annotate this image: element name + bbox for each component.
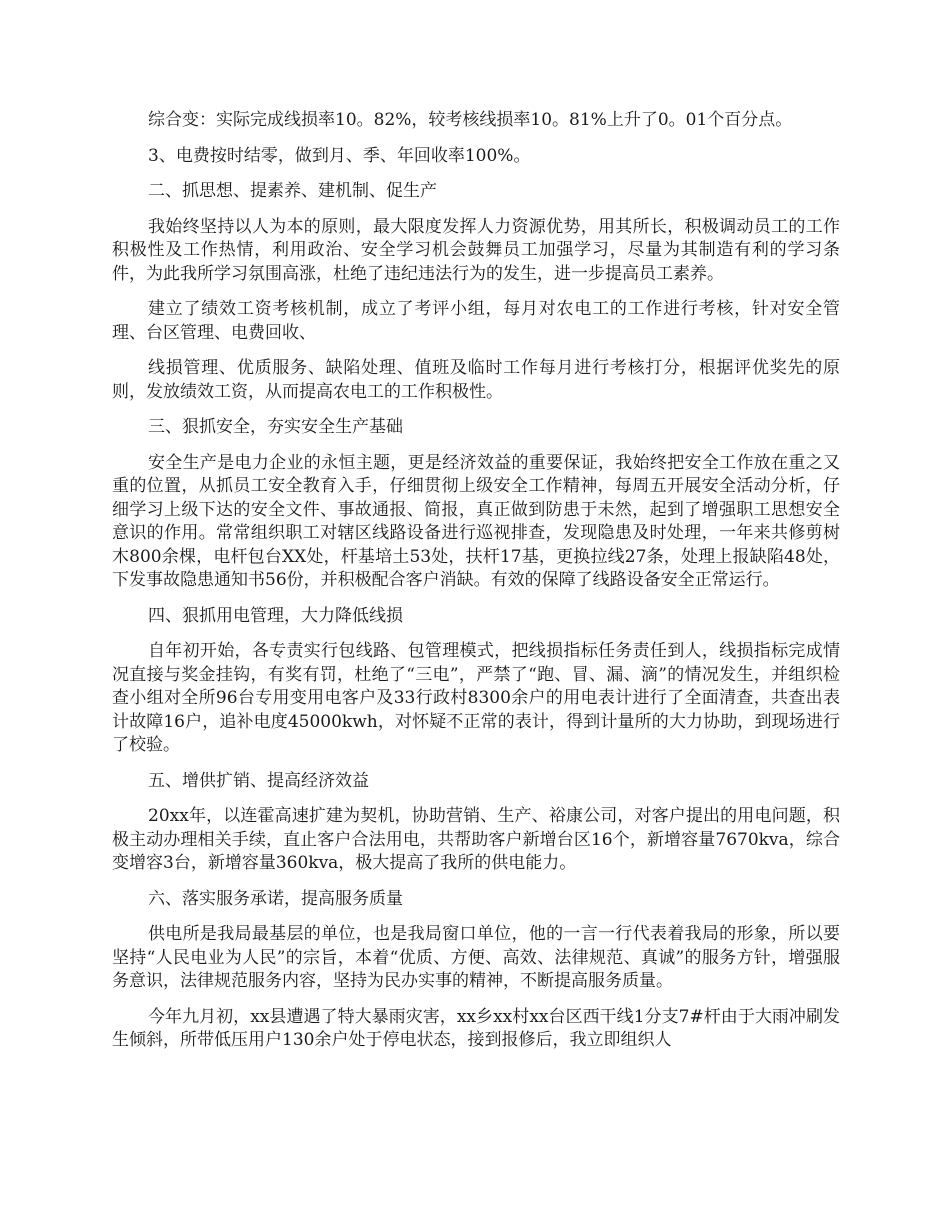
paragraph-service-commitment: 供电所是我局最基层的单位，也是我局窗口单位，他的一言一行代表着我局的形象，所以要坚持“人民电业为人民”的宗旨，本着“优质、方便、高效、法律规范、真诚”的服务方针，增强服务意识，法律规范服务内容，坚持为民办实事的精神，不断提高服务质量。	[112, 924, 840, 991]
section-heading-2: 二、抓思想、提素养、建机制、促生产	[148, 181, 437, 201]
paragraph-fee-recovery: 3、电费按时结零，做到月、季、年回收率100%。	[148, 145, 531, 166]
section-heading-5: 五、增供扩销、提高经济效益	[148, 770, 369, 791]
paragraph-storm-repair: 今年九月初，xx县遭遇了特大暴雨灾害，xx乡xx村xx台区西干线1分支7#杆由于大雨冲刷发生倾斜，所带低压用户130余户处于停电状态，接到报修后，我立即组织人	[112, 1006, 840, 1050]
paragraph-staff-development: 我始终坚持以人为本的原则，最大限度发挥人力资源优势，用其所长，积极调动员工的工作积极性及工作热情，利用政治、安全学习机会鼓舞员工加强学习，尽量为其制造有利的学习条件，为此我所学习氛围高涨，杜绝了违纪违法行为的发生，进一步提高员工素养。	[112, 216, 840, 284]
paragraph-usage-management: 自年初开始，各专责实行包线路、包管理模式，把线损指标任务责任到人，线损指标完成情况直接与奖金挂钩，有奖有罚，杜绝了“三电”，严禁了“跑、冒、漏、滴”的情况发生，并组织检查小组对全所96台专用变用电客户及33行政村8300余户的用电表计进行了全面清查，共查出表计故障16户，追补电度45000kwh，对怀疑不正常的表计，得到计量所的大力协助，到现场进行了校验。	[112, 641, 840, 755]
section-heading-4: 四、狠抓用电管理，大力降低线损	[148, 605, 403, 626]
document-body	[112, 109, 840, 1065]
paragraph-performance-mechanism: 建立了绩效工资考核机制，成立了考评小组，每月对农电工的工作进行考核，针对安全管理、台区管理、电费回收、	[112, 299, 840, 343]
section-heading-3: 三、狠抓安全，夯实安全生产基础	[148, 417, 403, 437]
paragraph-line-loss: 综合变：实际完成线损率10。82%，较考核线损率10。81%上升了0。01个百分点。	[148, 110, 793, 130]
paragraph-performance-items: 线损管理、优质服务、缺陷处理、值班及临时工作每月进行考核打分，根据评优奖先的原则，发放绩效工资，从而提高农电工的工作积极性。	[112, 358, 840, 402]
section-heading-6: 六、落实服务承诺，提高服务质量	[148, 888, 403, 909]
paragraph-safety: 安全生产是电力企业的永恒主题，更是经济效益的重要保证，我始终把安全工作放在重之又重的位置，从抓员工安全教育入手，仔细贯彻上级安全工作精神，每周五开展安全活动分析，仔细学习上级下达的安全文件、事故通报、简报，真正做到防患于未然，起到了增强职工思想安全意识的作用。常常组织职工对辖区线路设备进行巡视排查，发现隐患及时处理，一年来共修剪树木800余棵，电杆包台XX处，杆基培土53处，扶杆17基，更换拉线27条，处理上报缺陷48处，下发事故隐患通知书56份，并积极配合客户消缺。有效的保障了线路设备安全正常运行。	[112, 452, 840, 590]
paragraph-sales-growth: 20xx年，以连霍高速扩建为契机，协助营销、生产、裕康公司，对客户提出的用电问题，积极主动办理相关手续，直止客户合法用电，共帮助客户新增台区16个，新增容量7670kva，综合变增容3台，新增容量360kva，极大提高了我所的供电能力。	[112, 806, 840, 873]
